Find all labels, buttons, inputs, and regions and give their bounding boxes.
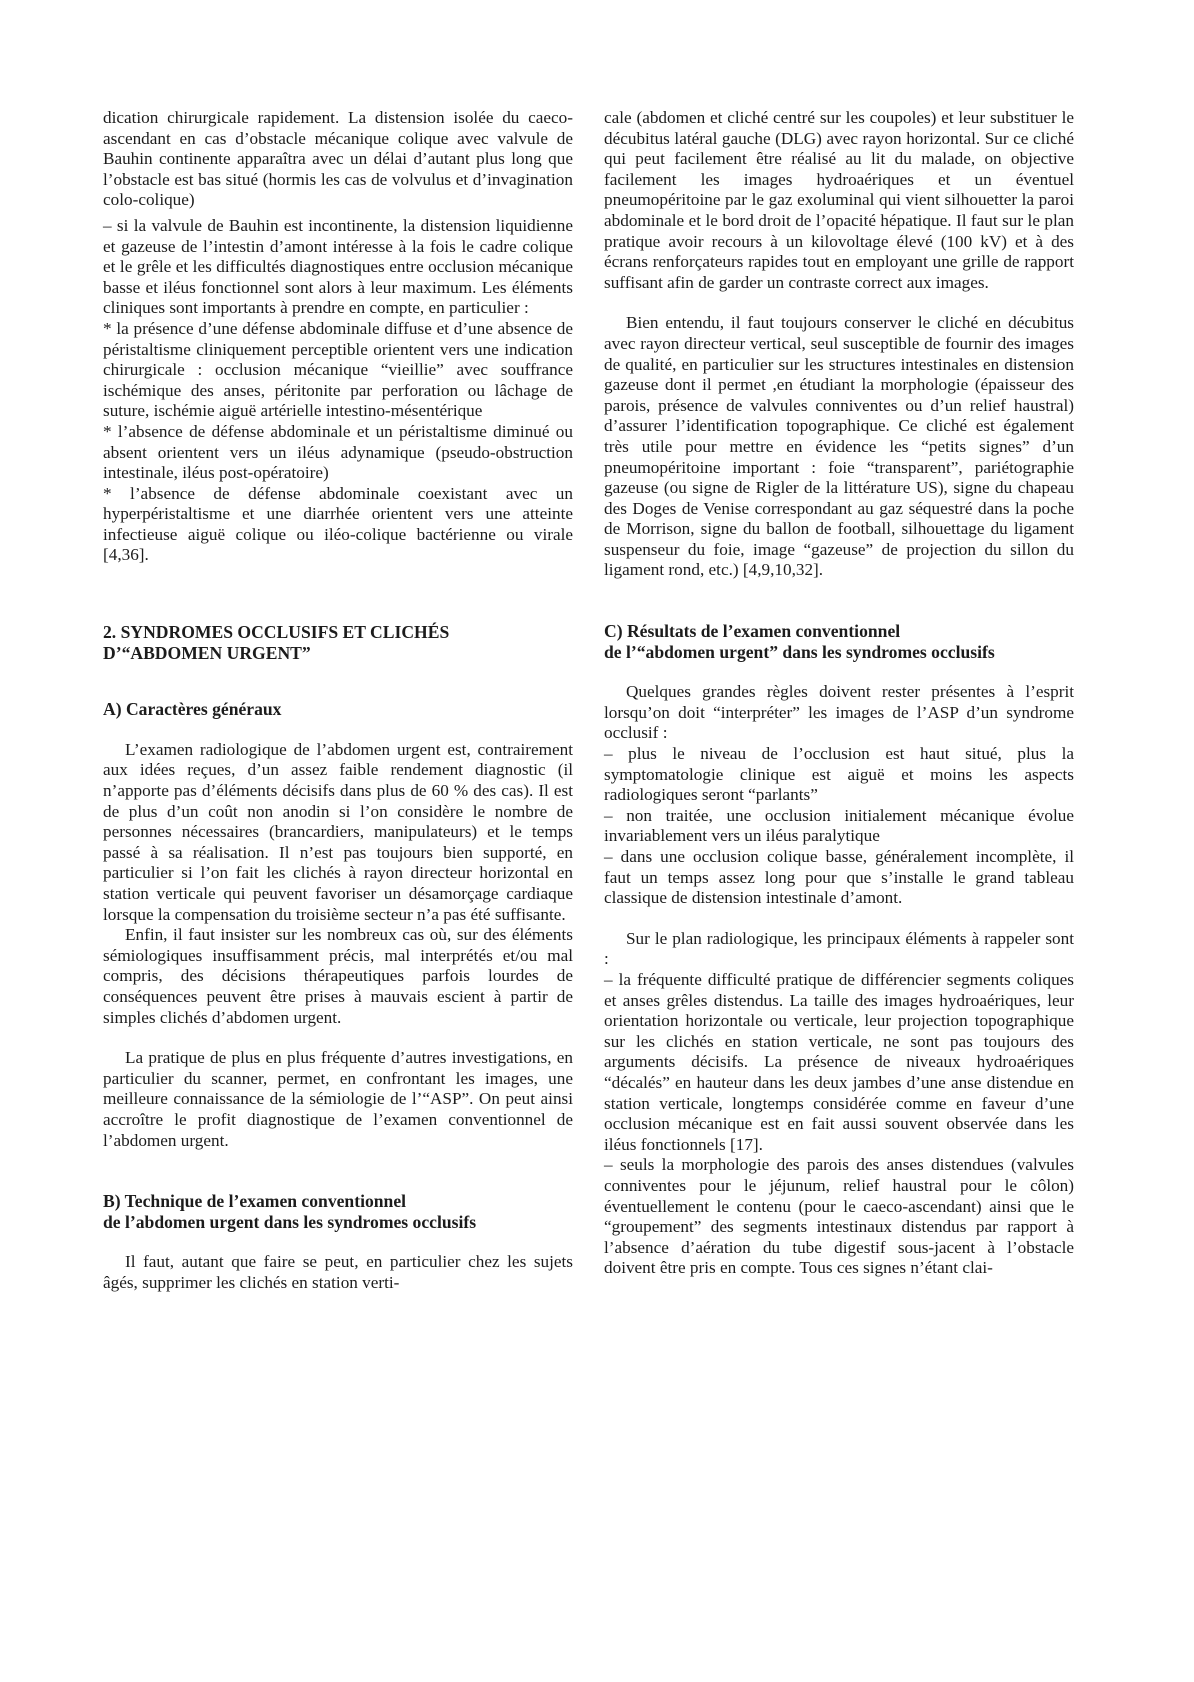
paragraph: L’examen radiologique de l’abdomen urgent est, contrairement aux idées reçues, d’un assez faible rendement diagnostic (il n’apporte pas d’éléments décisifs dans plus de 60 % des cas). Il est de plus d’un coût non anodin si l’on considère le nombre de personnes nécessaires (brancardiers, manipulateurs) et le temps passé à sa réalisation. Il n’est pas toujours bien supporté, en particulier si l’on fait les clichés à rayon directeur horizontal en station verticale qui peuvent favoriser un désamorçage cardiaque lorsque la compensation du troisième secteur n’a pas été suffisante. (103, 739, 573, 924)
heading-line: C) Résultats de l’examen conventionnel (604, 621, 901, 642)
paragraph: Enfin, il faut insister sur les nombreux cas où, sur des éléments sémiologiques insuffisamment précis, mal interprétés et/ou mal compris, des décisions thérapeutiques parfois lourdes de conséquences peuvent être prises à mauvais escient à partir de simples clichés d’abdomen urgent. (103, 925, 573, 1027)
heading-line: B) Technique de l’examen conventionnel (103, 1191, 407, 1212)
paragraph: – si la valvule de Bauhin est incontinente, la distension liquidienne et gazeuse de l’intestin d’amont intéresse à la fois le cadre colique et le grêle et les difficultés diagnostiques entre occlusion mécanique basse et iléus fonctionnel sont alors à leur maximum. Les éléments cliniques sont importants à prendre en compte, en particulier : (103, 215, 573, 318)
heading-line: 2. SYNDROMES OCCLUSIFS ET CLICHÉS (103, 622, 450, 643)
paragraph: – dans une occlusion colique basse, généralement incomplète, il faut un temps assez long pour que s’installe le grand tableau classique de distension intestinale d’amont. (604, 847, 1074, 908)
paragraph: – non traitée, une occlusion initialement mécanique évolue invariablement vers un iléus paralytique (604, 805, 1074, 846)
paragraph: * la présence d’une défense abdominale diffuse et d’une absence de péristaltisme cliniquement perceptible orientent vers une indication chirurgicale : occlusion mécanique “vieillie” avec souffrance ischémique des anses, péritonite par perforation ou lâchage de suture, ischémie aiguë artérielle intestino-mésentérique (103, 318, 573, 421)
paragraph: Quelques grandes règles doivent rester présentes à l’esprit lorsqu’on doit “interpréter” les images de l’ASP d’un syndrome occlusif : (604, 682, 1074, 743)
left-column (103, 108, 573, 1294)
paragraph: dication chirurgicale rapidement. La distension isolée du caeco-ascendant en cas d’obstacle mécanique colique avec valvule de Bauhin continente apparaîtra avec un délai d’autant plus long que l’obstacle est bas situé (hormis les cas de volvulus et d’invagination colo-colique) (103, 108, 573, 210)
heading-line: de l’“abdomen urgent” dans les syndromes occlusifs (604, 641, 995, 662)
section-heading-b (103, 1191, 573, 1232)
paragraph: Bien entendu, il faut toujours conserver le cliché en décubitus avec rayon directeur vertical, seul susceptible de fournir des images de qualité, en particulier sur les structures intestinales en distension gazeuse dont il permet ,en étudiant la morphologie (épaisseur des parois, présence de valvules conniventes ou d’un relief haustral) d’assurer l’identification topographique. Ce cliché est également très utile pour mettre en évidence les “petits signes” d’un pneumopéritoine important : foie “transparent”, pariétographie gazeuse (ou signe de Rigler de la littérature US), signe du chapeau des Doges de Venise correspondant au gaz séquestré dans la poche de Morrison, signe du ballon de football, silhouettage du ligament suspenseur du foie, image “gazeuse” de projection du sillon du ligament rond, etc.) [4,9,10,32]. (604, 313, 1074, 580)
paragraph: – la fréquente difficulté pratique de différencier segments coliques et anses grêles distendus. La taille des images hydroaériques, leur orientation horizontale ou verticale, leur projection topographique sur les clichés en station verticale, ne sont pas toujours des arguments décisifs. La présence de niveaux hydroaériques “décalés” en hauteur dans les deux jambes d’une anse distendue en station verticale, longtemps considérée comme en faveur d’une occlusion mécanique est en fait aussi souvent observée dans les iléus fonctionnels [17]. (604, 969, 1074, 1154)
section-heading-2 (103, 622, 573, 663)
heading-line: D’“ABDOMEN URGENT” (103, 642, 311, 663)
paragraph: – plus le niveau de l’occlusion est haut situé, plus la symptomatologie clinique est aiguë et moins les aspects radiologiques seront “parlants” (604, 744, 1074, 805)
paragraph: Il faut, autant que faire se peut, en particulier chez les sujets âgés, supprimer les clichés en station verti- (103, 1252, 573, 1292)
heading-line: de l’abdomen urgent dans les syndromes occlusifs (103, 1211, 477, 1232)
paragraph: – seuls la morphologie des parois des anses distendues (valvules conniventes pour le jéjunum, relief haustral pour le côlon) éventuellement le contenu (pour le caeco-ascendant) ainsi que le “groupement” des segments intestinaux distendus par rapport à l’absence d’aération du tube digestif sous-jacent à l’obstacle doivent être pris en compte. Tous ces signes n’étant clai- (604, 1155, 1074, 1278)
paragraph: * l’absence de défense abdominale et un péristaltisme diminué ou absent orientent vers un iléus adynamique (pseudo-obstruction intestinale, iléus post-opératoire) (103, 421, 573, 483)
section-heading-c (604, 621, 1074, 662)
paragraph: cale (abdomen et cliché centré sur les coupoles) et leur substituer le décubitus latéral gauche (DLG) avec rayon horizontal. Sur ce cliché qui peut facilement être réalisé au lit du malade, on objective facilement les images hydroaériques et un éventuel pneumopéritoine par le gaz exoluminal qui vient silhouetter la paroi abdominale et le bord droit de l’opacité hépatique. Il faut sur le plan pratique avoir recours à un kilovoltage élevé (100 kV) et à des écrans renforçateurs rapides tout en employant une grille de rapport suffisant afin de garder un contraste correct aux images. (604, 108, 1074, 292)
paragraph: La pratique de plus en plus fréquente d’autres investigations, en particulier du scanner, permet, en confrontant les images, une meilleure connaissance de la sémiologie de l’“ASP”. On peut ainsi accroître le profit diagnostique de l’examen conventionnel de l’abdomen urgent. (103, 1048, 573, 1150)
paragraph: * l’absence de défense abdominale coexistant avec un hyperpéristaltisme et une diarrhée orientent vers une atteinte infectieuse aiguë colique ou iléo-colique bactérienne ou virale [4,36]. (103, 483, 573, 565)
paragraph: Sur le plan radiologique, les principaux éléments à rappeler sont : (604, 928, 1074, 969)
section-heading-a: A) Caractères généraux (103, 699, 282, 720)
right-column (604, 108, 1074, 1279)
